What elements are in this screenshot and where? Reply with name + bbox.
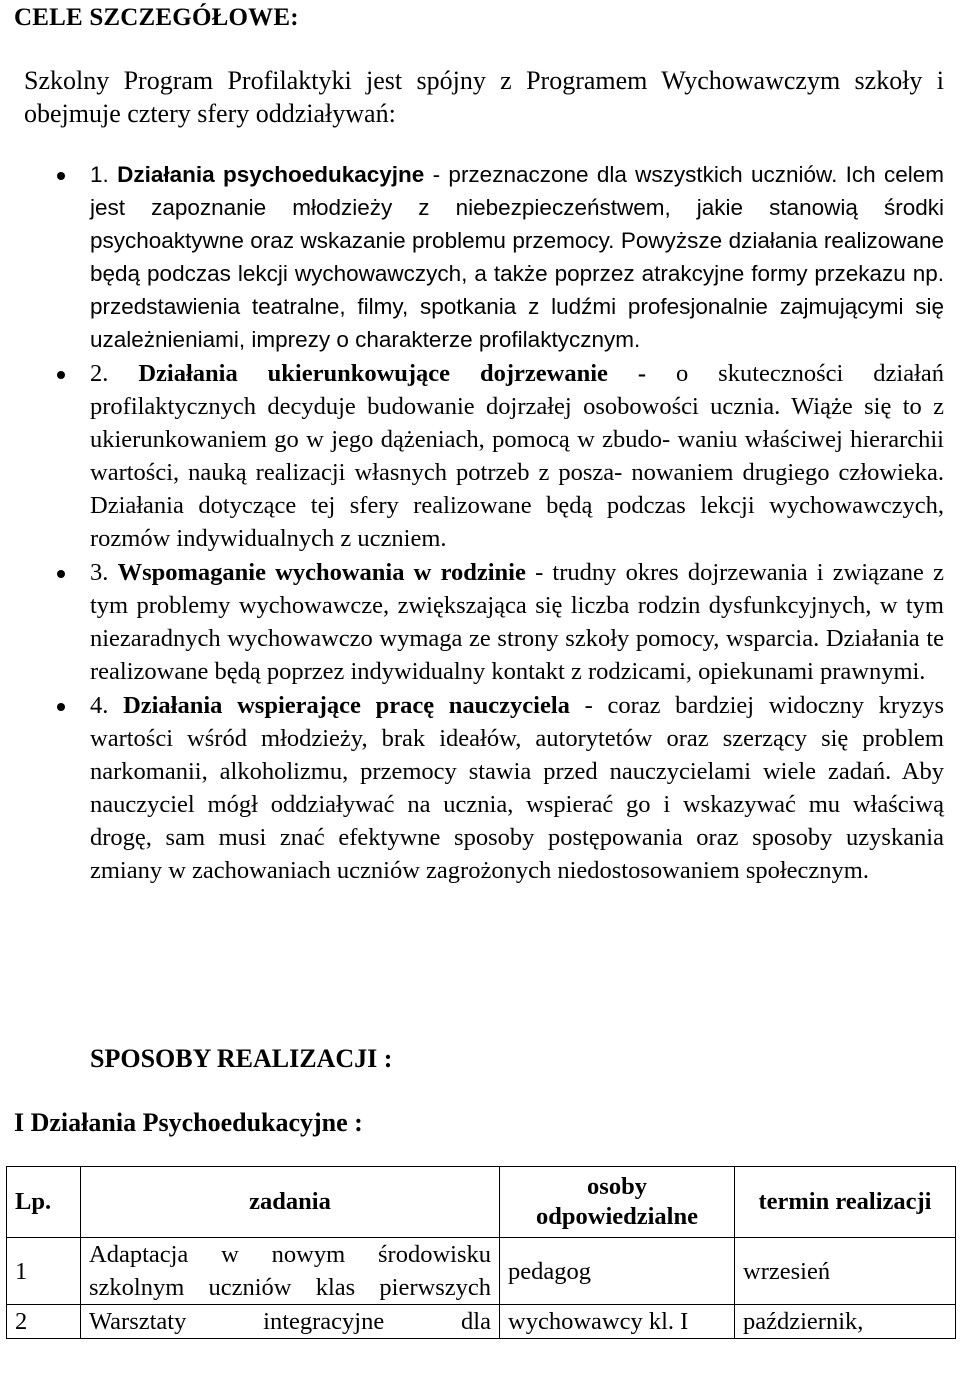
tasks-table	[6, 1166, 956, 1339]
bullet-icon	[57, 703, 65, 711]
table-header-row	[7, 1167, 956, 1238]
spheres-list	[0, 158, 960, 887]
header-responsible: osoby odpowiedzialne	[500, 1167, 735, 1238]
list-item	[90, 689, 944, 887]
item-title: Działania psychoedukacyjne	[117, 162, 425, 187]
item-text: - przeznaczone dla wszystkich uczniów. Ich celem jest zapoznanie młodzieży z niebezpieczeństwem, jakie stanowią środki psychoaktywne oraz wskazanie problemu przemocy. Powyższe działania realizowane będą podczas lekcji wychowawczych, a także poprzez atrakcyjne formy przekazu np. przedstawienia teatralne, filmy, spotkania z ludźmi profesjonalnie zajmującymi się uzależnieniami, imprezy o charakterze profilaktycznym.	[90, 162, 944, 352]
section-title: SPOSOBY REALIZACJI :	[90, 1044, 393, 1073]
cell-responsible: pedagog	[500, 1238, 735, 1305]
cell-deadline: październik,	[735, 1305, 956, 1339]
item-number: 1.	[90, 162, 109, 187]
page-heading: CELE SZCZEGÓŁOWE:	[14, 4, 299, 31]
table-row	[7, 1305, 956, 1339]
list-item	[90, 158, 944, 356]
cell-deadline: wrzesień	[735, 1238, 956, 1305]
list-item	[90, 357, 944, 555]
item-title: Działania wspierające pracę nauczyciela	[123, 692, 570, 719]
item-number: 3.	[90, 559, 109, 586]
item-number: 2.	[90, 360, 109, 387]
item-title: Wspomaganie wychowania w rodzinie	[117, 559, 526, 586]
cell-lp: 2	[7, 1305, 81, 1339]
bullet-icon	[57, 371, 65, 379]
header-lp: Lp.	[7, 1167, 81, 1238]
item-title: Działania ukierunkowujące dojrzewanie -	[138, 360, 647, 387]
cell-task: Warsztaty integracyjne dla	[81, 1305, 500, 1339]
cell-task: Adaptacja w nowym środowisku szkolnym uczniów klas pierwszych	[81, 1238, 500, 1305]
intro-paragraph: Szkolny Program Profilaktyki jest spójny z Programem Wychowawczym szkoły i obejmuje cztery sfery oddziaływań:	[24, 66, 944, 128]
list-item	[90, 556, 944, 688]
item-number: 4.	[90, 692, 109, 719]
header-tasks: zadania	[81, 1167, 500, 1238]
cell-lp: 1	[7, 1238, 81, 1305]
item-text: - coraz bardziej widoczny kryzys wartości wśród młodzieży, brak ideałów, autorytetów oraz szerzący się problem narkomanii, alkoholizmu, przemocy stawia przed nauczycielami wiele zadań. Aby nauczyciel mógł oddziaływać na ucznia, wspierać go i wskazywać mu właściwą drogę, sam musi znać efektywne sposoby postępowania oraz sposoby uzyskania zmiany w zachowaniach uczniów zagrożonych niedostosowaniem społecznym.	[90, 692, 945, 884]
item-text: o skuteczności działań profilaktycznych decyduje budowanie dojrzałej osobowości ucznia. Wiąże się to z ukierunkowaniem go w jego dążeniach, pomocą w zbudo- waniu właściwej hierarchii wartości, nauką realizacji własnych potrzeb z posza- nowaniem drugiego człowieka. Działania dotyczące tej sfery realizowane będą podczas lekcji wychowawczych, rozmów indywidualnych z uczniem.	[90, 360, 945, 552]
cell-responsible: wychowawcy kl. I	[500, 1305, 735, 1339]
subsection-title: I Działania Psychoedukacyjne :	[14, 1108, 363, 1137]
table-row	[7, 1238, 956, 1305]
item-text: - trudny okres dojrzewania i związane z tym problemy wychowawcze, zwiększająca się liczba rodzin dysfunkcyjnych, w tym niezaradnych wychowawczo wymaga ze strony szkoły pomocy, wsparcia. Działania te realizowane będą poprzez indywidualny kontakt z rodzicami, opiekunami prawnymi.	[90, 559, 944, 685]
bullet-icon	[57, 570, 65, 578]
header-deadline: termin realizacji	[735, 1167, 956, 1238]
bullet-icon	[57, 172, 65, 180]
